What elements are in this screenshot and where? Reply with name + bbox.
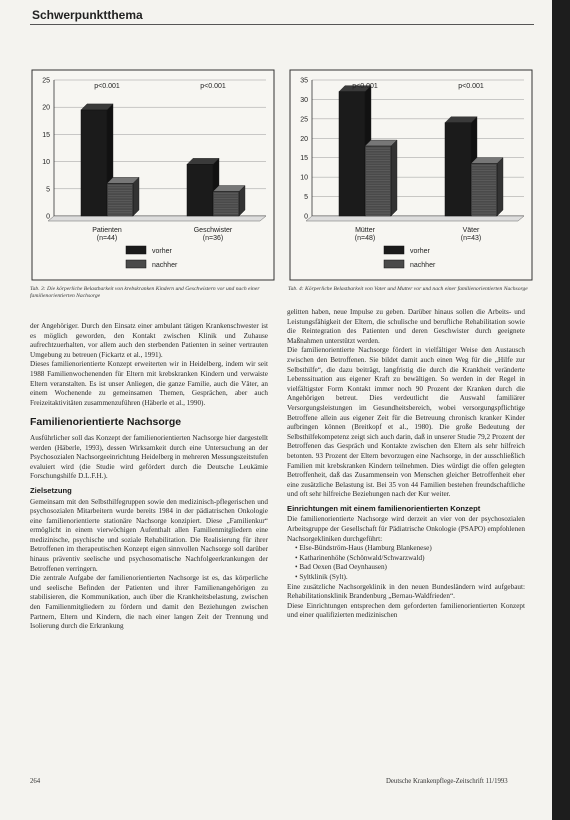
x-tick-label: (n=44): [96, 235, 118, 242]
y-tick-label: 10: [300, 174, 308, 182]
y-tick-label: 10: [42, 159, 50, 167]
p-value-annotation: p<0.001: [200, 83, 226, 90]
list-item: • Else-Bündström-Haus (Hamburg Blankenese): [295, 544, 525, 554]
legend-swatch-nachher: [384, 260, 404, 268]
p-value-annotation: p<0.001: [94, 83, 120, 90]
x-tick-label: Mütter: [355, 227, 375, 234]
y-tick-label: 0: [46, 213, 50, 221]
x-tick-label: (n=48): [354, 235, 376, 242]
legend-label: vorher: [152, 248, 172, 255]
paragraph: Ausführlicher soll das Konzept der familienorientierten Nachsorge hier dargestellt werden (Häberle, 1993), dessen Wirksamkeit durch eine Untersuchung an der Psychosozialen Nachsorgeeinrichtung Heidelberg in mehreren Messungszeitstufen evaluiert wird (die Studie wird gefördert durch die Deutsche Leukämie Forschungshilfe D.L.F.H.).: [30, 433, 268, 481]
paragraph: gelitten haben, neue Impulse zu geben. Darüber hinaus sollen die Arbeits- und Leistungsfähigkeit der Eltern, die schulische und berufliche Rehabilitation sowie die Reintegration des Patienten und deren Geschwister durch geeignete Maßnahmen unterstützt werden.: [287, 308, 525, 345]
figure-left: [28, 66, 278, 284]
x-tick-label: Geschwister: [193, 227, 233, 234]
paragraph: Die familienorientierte Nachsorge wird derzeit an vier von der psychosozialen Arbeitsgruppe der Gesellschaft für Pädiatrische Onkologie (PSAPO) empfohlenen Nachsorgekliniken durchgeführt:: [287, 515, 525, 543]
bar-vorher: [187, 164, 213, 216]
legend-swatch-nachher: [126, 260, 146, 268]
x-tick-label: Väter: [462, 227, 480, 234]
paragraph: der Angehöriger. Durch den Einsatz einer ambulant tätigen Krankenschwester ist es möglich geworden, den Kontakt zwischen Klinik und Zuhause aufrechtzuerhalten, vor allem auch den sterbenden Patienten in seiner vertrauten Umgebung zu betreuen (Fickartz et al., 1991).: [30, 322, 268, 359]
bar-side: [133, 177, 139, 216]
figure-right: [286, 66, 536, 284]
chart-floor: [46, 213, 266, 221]
legend-label: nachher: [410, 262, 436, 269]
p-value-annotation: p<0.001: [352, 83, 378, 90]
y-tick-label: 20: [300, 135, 308, 143]
chart-floor: [304, 213, 524, 221]
bar-chart-children: [28, 66, 278, 284]
journal-name: Deutsche Krankenpflege-Zeitschrift 11/1993: [386, 778, 508, 785]
y-tick-label: 25: [300, 116, 308, 124]
bar-vorher: [339, 92, 365, 216]
paragraph: Diese Einrichtungen entsprechen dem geforderten familienorientierten Konzept und einer qualifizierten medizinischen: [287, 601, 525, 620]
subsection-heading: Zielsetzung: [30, 485, 72, 495]
caption-left: Tab. 3: Die körperliche Belastbarkeit von krebskranken Kindern und Geschwistern vor und nach einer familienorientierten Nachsorge: [30, 286, 260, 300]
section-heading: Familienorientierte Nachsorge: [30, 416, 182, 429]
paragraph: Die familienorientierte Nachsorge fördert in vielfältiger Weise den Austausch zwischen den Betroffenen. Sie bildet damit auch einen Weg für die „Hilfe zur Selbsthilfe“, die dazu beiträgt, langfristig die durch die Krankheit veränderte Lebenssituation aus eigener Kraft zu bewältigen. So werden in der Regel in vielfältigster Form Kontakt immer noch 90 Prozent der Kranken durch die Angehörigen betreut. Dies verdeutlicht die Auswahl familiärer Versorgungsleistungen im Gesundheitsbereich, wobei versorgungspflichtige Betroffene allein aus eigener Zeit für die Betreuung chronisch kranker Kinder aufbringen können (Breitkopf et al., 1980). Die große Bedeutung der Selbsthilfekompetenz zeigt sich auch darin, daß in unserer Studie 79,2 Prozent der Betroffenen das Gespräch und Kontakte zwischen den Eltern als sehr hilfreich betonten. 93 Prozent der Eltern bevorzugen eine Nachsorge, in der ausschließlich Familien mit krebskranken Kindern teilnehmen. Dies würdigt die offen gelegten Betroffenheit, daß das Zusammensein von Menschen gleicher Betroffenheit eher eine zusätzliche Belastung ist. Bei 35 von 44 Familien bestehen freundschaftliche und oft sehr hilfreiche Beziehungen nach der Kur weiter.: [287, 346, 525, 499]
y-tick-label: 15: [300, 155, 308, 163]
clinic-list: [287, 544, 525, 582]
page-header: Schwerpunktthema: [32, 8, 143, 22]
x-tick-label: (n=43): [460, 235, 482, 242]
legend-swatch-vorher: [384, 246, 404, 254]
bar-nachher: [107, 183, 133, 216]
bar-chart-parents: [286, 66, 536, 284]
y-tick-label: 5: [46, 186, 50, 194]
paragraph: Dieses familienorientierte Konzept erweiterten wir in Heidelberg, indem wir seit 1988 Familienwochenenden für Eltern mit krebskranken Kindern und verwaiste Eltern veranstalten. Es ist unser Anliegen, die ganze Familie, auch die Väter, an einem Wochenende zu gemeinsamen Themen, Gesprächen, aber auch Freizeitaktivitäten zusammenzuführen (Häberle et al., 1990).: [30, 360, 268, 407]
legend-swatch-vorher: [126, 246, 146, 254]
y-tick-label: 0: [304, 213, 308, 221]
paragraph: Die zentrale Aufgabe der familienorientierten Nachsorge ist es, das körperliche und seelische Befinden der Patienten und ihrer Familienangehörigen zu stabilisieren, die Kommunikation, auch über die Krankheitsbelastung, zwischen den Familienmitgliedern zu fördern und damit den Beziehungen zwischen Partnern, Eltern und Kindern, die nach einer langen Zeit der Trennung und Isolierung durch die Erkrankung: [30, 574, 268, 631]
p-value-annotation: p<0.001: [458, 83, 484, 90]
legend-label: nachher: [152, 262, 178, 269]
y-tick-label: 20: [42, 104, 50, 112]
bar-side: [497, 158, 503, 216]
scan-edge: [552, 0, 570, 820]
y-tick-label: 35: [300, 77, 308, 85]
x-tick-label: (n=36): [202, 235, 224, 242]
bar-side: [391, 140, 397, 216]
y-tick-label: 15: [42, 131, 50, 139]
bar-vorher: [81, 110, 107, 216]
list-item: • Bad Oexen (Bad Oeynhausen): [295, 563, 525, 573]
legend-label: vorher: [410, 248, 430, 255]
text-column-right: [287, 308, 525, 621]
page-number: 264: [30, 778, 41, 785]
text-column-left: [30, 322, 268, 632]
y-tick-label: 5: [304, 194, 308, 202]
x-tick-label: Patienten: [92, 227, 122, 234]
list-item: • Syltklinik (Sylt).: [295, 573, 525, 583]
y-tick-label: 30: [300, 96, 308, 104]
subsection-heading: Einrichtungen mit einem familienorientierten Konzept: [287, 503, 481, 513]
list-item: • Katharinenhöhe (Schönwald/Schwarzwald): [295, 554, 525, 564]
header-rule: [30, 24, 534, 25]
paragraph: Eine zusätzliche Nachsorgeklinik in den neuen Bundesländern wird aufgebaut: Rehabilitationsklinik Brandenburg „Bernau-Waldfrieden“.: [287, 582, 525, 601]
paragraph: Gemeinsam mit den Selbsthilfegruppen sowie den medizinisch-pflegerischen und psychosozialen Mitarbeitern wurde bereits 1984 in der pädiatrischen Onkologie eine familienorientierte stationäre Nachsorge konzipiert. Diese „Familienkur“ ermöglicht in einem vierwöchigen Aufenthalt allen Familienmitgliedern eine medizinische, psychische und soziale Rehabilitation. Die Realisierung für ihrer Betroffenen im therapeutischen Konzept eigen sinnvollen Nachsorge soll darüber hinaus präventiv seelische und psychosomatische Nachfolgeerkrankungen der Betroffenen verringern.: [30, 497, 268, 573]
caption-right: Tab. 4: Körperliche Belastbarkeit von Vater und Mutter vor und nach einer familienorientierten Nachsorge: [288, 286, 528, 292]
bar-vorher: [445, 123, 471, 216]
y-tick-label: 25: [42, 77, 50, 85]
